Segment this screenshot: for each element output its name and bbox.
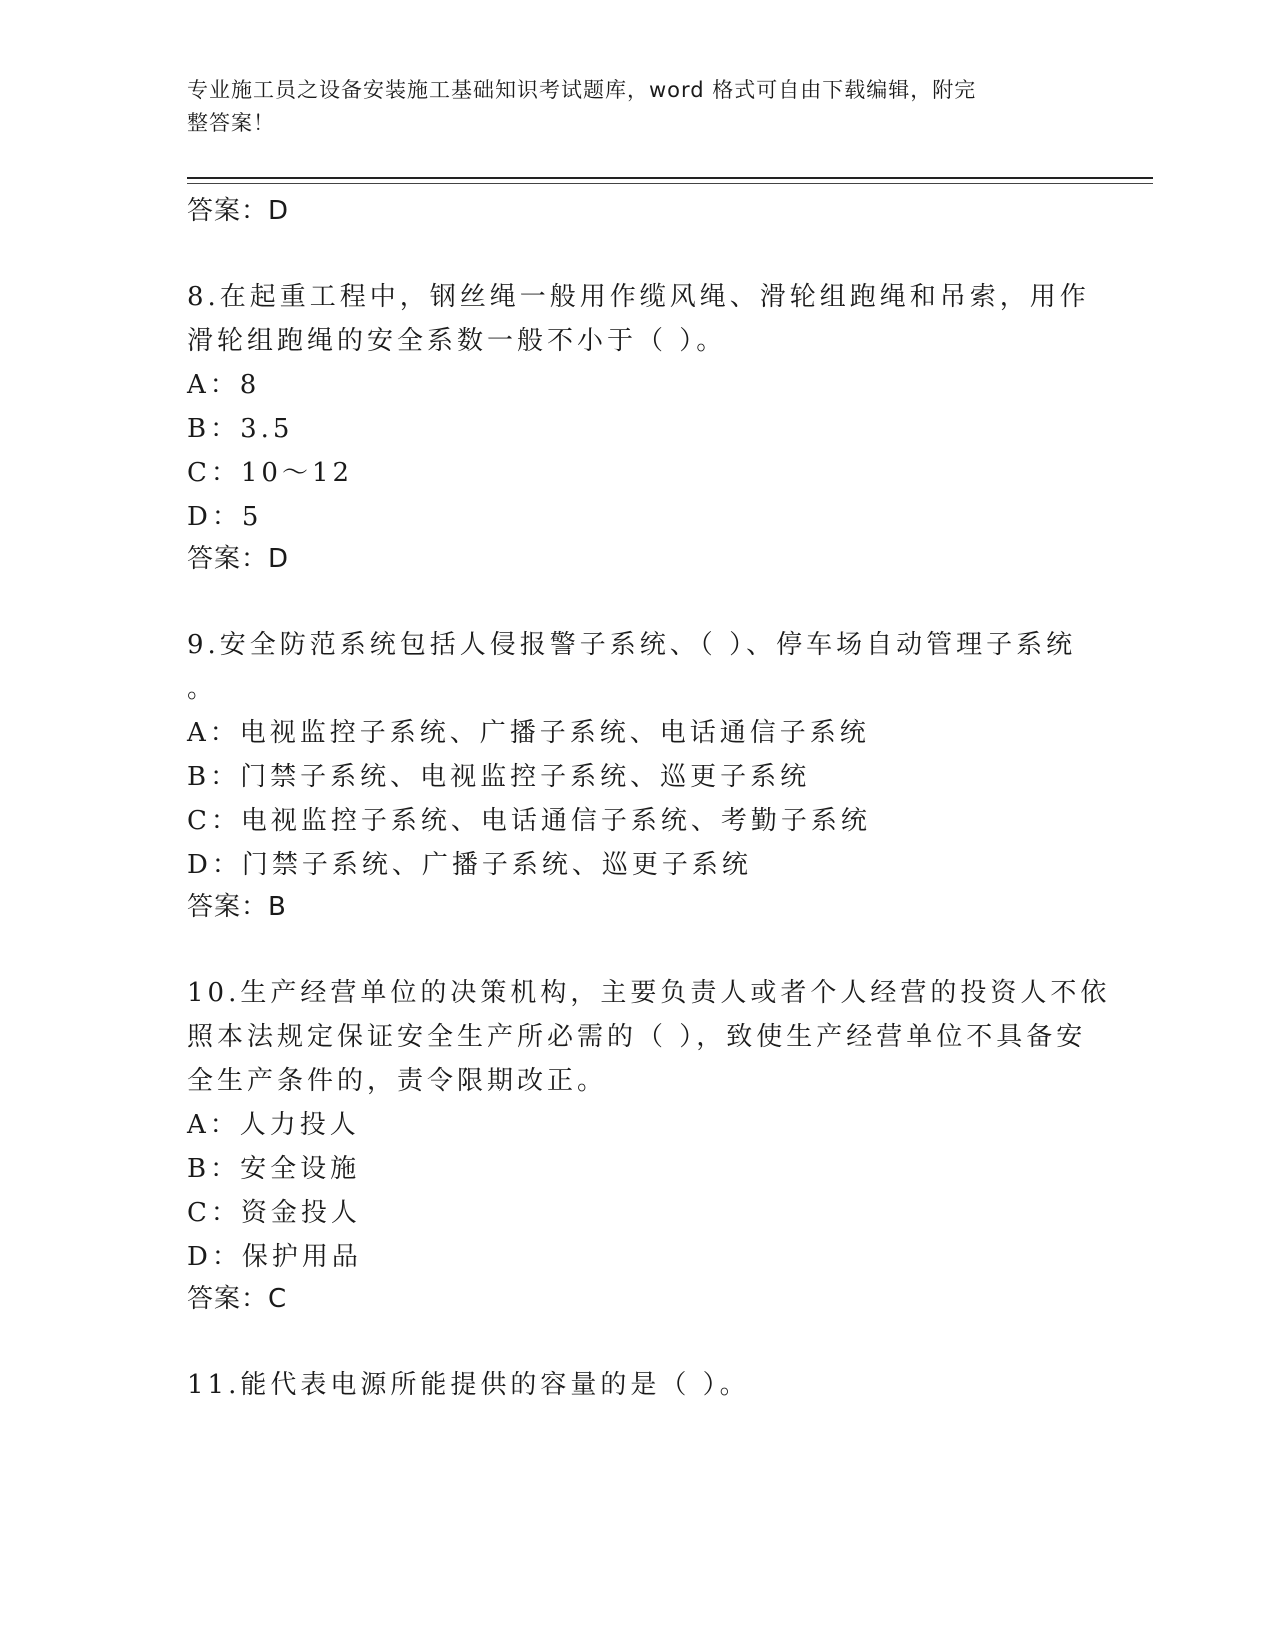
option-d: D：保护用品 <box>187 1242 362 1272</box>
option-c: C：10～12 <box>187 458 354 488</box>
question-stem: 全生产条件的，责令限期改正。 <box>187 1066 608 1096</box>
answer-line: 答案：B <box>187 892 287 922</box>
answer-line: 答案：D <box>187 196 290 226</box>
option-a: A：电视监控子系统、广播子系统、电话通信子系统 <box>187 718 870 748</box>
option-b: B：门禁子系统、电视监控子系统、巡更子系统 <box>187 762 811 792</box>
question-stem: 10.生产经营单位的决策机构，主要负责人或者个人经营的投资人不依 <box>187 978 1111 1008</box>
option-c: C：资金投人 <box>187 1198 361 1228</box>
question-stem: 9.安全防范系统包括人侵报警子系统、（ ）、停车场自动管理子系统 <box>187 630 1077 660</box>
document-header <box>187 74 1067 140</box>
header-divider <box>187 177 1153 179</box>
option-c: C：电视监控子系统、电话通信子系统、考勤子系统 <box>187 806 871 836</box>
question-stem: 。 <box>187 674 218 704</box>
header-line: 专业施工员之设备安装施工基础知识考试题库，word 格式可自由下载编辑，附完 <box>187 78 977 102</box>
question-stem: 8.在起重工程中，钢丝绳一般用作缆风绳、滑轮组跑绳和吊索，用作 <box>187 282 1090 312</box>
question-stem: 11.能代表电源所能提供的容量的是（ ）。 <box>187 1370 750 1400</box>
option-d: D：门禁子系统、广播子系统、巡更子系统 <box>187 850 752 880</box>
question-stem: 滑轮组跑绳的安全系数一般不小于（ ）。 <box>187 326 727 356</box>
header-divider-thin <box>187 183 1153 184</box>
answer-line: 答案：C <box>187 1284 288 1314</box>
option-b: B：安全设施 <box>187 1154 361 1184</box>
question-stem: 照本法规定保证安全生产所必需的（ ），致使生产经营单位不具备安 <box>187 1022 1087 1052</box>
option-d: D：5 <box>187 502 263 532</box>
answer-line: 答案：D <box>187 544 290 574</box>
header-line: 整答案！ <box>187 111 275 135</box>
option-b: B：3.5 <box>187 414 294 444</box>
option-a: A：8 <box>187 370 261 400</box>
option-a: A：人力投人 <box>187 1110 360 1140</box>
